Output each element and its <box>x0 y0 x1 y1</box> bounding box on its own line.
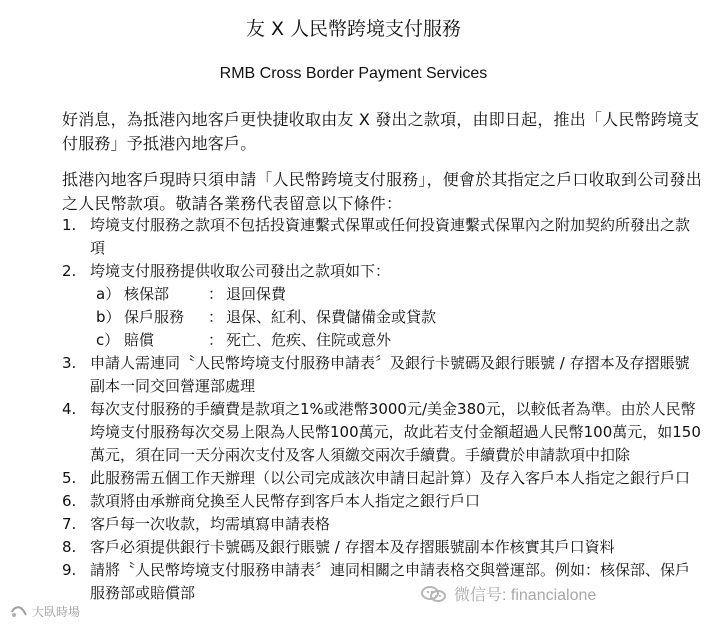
condition-item <box>62 352 702 398</box>
payment-type-value: 退保、紅利、保費儲備金或貸款 <box>226 308 437 326</box>
condition-text: 申請人需連同〝人民幣垮境支付服務申請表〞及銀行卡號碼及銀行賬號 / 存摺本及存摺賬號副本一同交回營運部處理 <box>90 354 690 395</box>
page-subtitle: RMB Cross Border Payment Services <box>219 65 488 82</box>
payment-types <box>62 283 702 352</box>
payment-type-label: 保戶服務 <box>124 308 185 326</box>
payment-types-list <box>62 283 436 352</box>
condition-number: 7. <box>62 515 77 533</box>
payment-type-label: 核保部 <box>124 285 170 303</box>
payment-type-letter: a） <box>96 285 121 303</box>
logo-icon <box>10 605 28 619</box>
condition-item <box>62 513 702 536</box>
payment-type-item <box>96 306 436 329</box>
condition-item <box>62 398 702 467</box>
intro-paragraph-2: 抵港內地客戶現時只須申請「人民幣跨境支付服務」，便會於其指定之戶口收取到公司發出之人民幣款項。敬請各業務代表留意以下條件： <box>62 170 703 213</box>
page-title: 友 X 人民幣跨境支付服務 <box>245 18 462 40</box>
payment-type-letter: c） <box>96 331 120 349</box>
intro-paragraph-1: 好消息，為抵港內地客戶更快捷收取由友 X 發出之款項，由即日起，推出「人民幣跨境支付服務」予抵港內地客戶。 <box>62 110 700 153</box>
watermark-left-text: 大臥時場 <box>32 605 81 619</box>
condition-item <box>62 536 702 559</box>
payment-type-colon: ： <box>208 285 224 303</box>
condition-text: 客戶每一次收款，均需填寫申請表格 <box>90 515 331 533</box>
condition-item <box>62 214 702 260</box>
condition-number: 6. <box>62 492 77 510</box>
condition-number: 3. <box>62 354 77 372</box>
wechat-icon <box>420 584 448 604</box>
watermark-right-text: 微信号: financialone <box>454 587 597 604</box>
payment-type-colon: ： <box>208 331 224 349</box>
condition-text: 每次支付服務的手續費是款項之1%或港幣3000元/美金380元，以較低者為準。由於人民幣垮境支付服務每次交易上限為人民幣100萬元，故此若支付金額超過人民幣100萬元，如150萬元，須在同一天分兩次支付及客人須繳交兩次手續費。手續費於申請款項中扣除 <box>90 400 701 464</box>
condition-item <box>62 260 702 283</box>
watermark-right <box>420 582 596 605</box>
payment-type-value: 退回保費 <box>226 285 287 303</box>
condition-number: 9. <box>62 561 77 579</box>
payment-type-label: 賠償 <box>124 331 155 349</box>
condition-item <box>62 467 702 490</box>
condition-number: 8. <box>62 538 77 556</box>
condition-text: 垮境支付服務提供收取公司發出之款項如下： <box>90 262 391 280</box>
payment-type-value: 死亡、危疾、住院或意外 <box>226 331 392 349</box>
condition-item <box>62 559 702 605</box>
condition-number: 1. <box>62 216 77 234</box>
condition-text: 請將〝人民幣垮境支付服務申請表〞連同相關之申請表格交與營運部。例如：核保部、保戶服務部或賠償部 <box>90 561 691 602</box>
payment-type-colon: ： <box>208 308 224 326</box>
condition-text: 垮境支付服務之款項不包括投資連繫式保單或任何投資連繫式保單內之附加契約所發出之款項 <box>90 216 691 257</box>
condition-text: 款項將由承辦商兌換至人民幣存到客戶本人指定之銀行戶口 <box>90 492 481 510</box>
condition-number: 2. <box>62 262 77 280</box>
condition-item <box>62 490 702 513</box>
condition-text: 此服務需五個工作天辦理（以公司完成該次申請日起計算）及存入客戶本人指定之銀行戶口 <box>90 469 691 487</box>
payment-type-item <box>96 283 436 306</box>
payment-type-item <box>96 329 436 352</box>
conditions-list <box>62 214 702 605</box>
payment-type-letter: b） <box>96 308 121 326</box>
condition-number: 4. <box>62 400 77 418</box>
watermark-left <box>10 603 80 620</box>
condition-text: 客戶必須提供銀行卡號碼及銀行賬號 / 存摺本及存摺賬號副本作核實其戶口資料 <box>90 538 615 556</box>
condition-number: 5. <box>62 469 77 487</box>
